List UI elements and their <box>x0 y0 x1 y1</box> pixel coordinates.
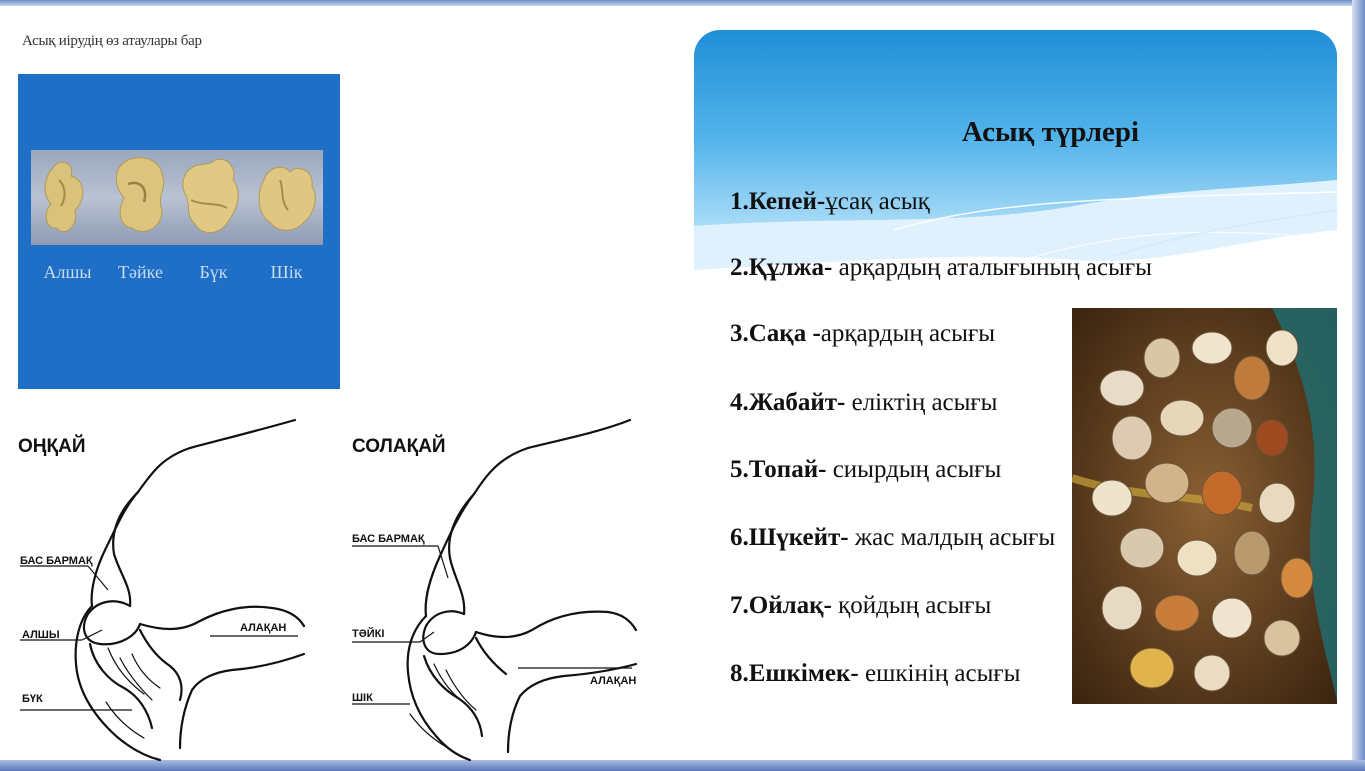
asyk-type-name: 8.Ешкімек- <box>730 660 859 687</box>
label-thumb-left: БАС БАРМАҚ <box>20 555 93 567</box>
asyk-type-item <box>730 524 1055 552</box>
bone-shik-image <box>250 150 323 245</box>
label-taike-right: ТӘЙКІ <box>352 628 385 640</box>
asyk-type-name: 4.Жабайт- <box>730 389 846 416</box>
asyk-type-name: 2.Құлжа- <box>730 254 833 281</box>
asyk-type-item <box>730 188 930 216</box>
label-alshy-left: АЛШЫ <box>22 629 60 641</box>
asyk-type-name: 5.Топай- <box>730 456 827 483</box>
window-right-border <box>1352 0 1365 771</box>
label-palm-left: АЛАҚАН <box>240 622 287 634</box>
window-top-border <box>0 0 1365 6</box>
card-title: Асық түрлері <box>961 116 1140 148</box>
bone-label-alshy: Алшы <box>43 262 92 282</box>
asyk-type-desc: қойдың асығы <box>831 592 992 619</box>
card-wave-background <box>694 30 1337 270</box>
bones-image-panel <box>18 74 340 389</box>
hand-title-right-handed: ОҢҚАЙ <box>18 436 86 457</box>
asyk-type-desc: ұсақ асық <box>825 188 930 215</box>
hand-title-left-handed: СОЛАҚАЙ <box>352 436 446 457</box>
asyk-type-item <box>730 660 1020 688</box>
asyk-type-item <box>730 456 1001 484</box>
bones-photo-strip <box>31 150 323 245</box>
asyk-type-item <box>730 389 997 417</box>
asyk-type-name: 1.Кепей- <box>730 188 826 215</box>
bone-label-shik: Шік <box>270 262 303 282</box>
asyk-type-item <box>730 592 991 620</box>
asyk-type-desc: арқардың асығы <box>820 320 995 347</box>
asyk-type-desc: жас малдың асығы <box>848 524 1056 551</box>
bone-label-taike: Тәйке <box>118 262 163 282</box>
asyk-types-card <box>694 30 1337 735</box>
label-palm-right: АЛАҚАН <box>590 675 637 687</box>
asyk-type-desc: сиырдың асығы <box>826 456 1002 483</box>
asyk-collection-photo <box>1072 308 1337 704</box>
asyk-type-desc: ешкінің асығы <box>858 660 1021 687</box>
asyk-type-item <box>730 254 1152 282</box>
slide-header-text: Асық иірудің өз атаулары бар <box>22 33 202 49</box>
label-thumb-right: БАС БАРМАҚ <box>352 533 425 545</box>
asyk-type-desc: арқардың аталығының асығы <box>832 254 1152 281</box>
asyk-type-item <box>730 320 995 348</box>
asyk-type-desc: еліктің асығы <box>845 389 998 416</box>
bone-buk-image <box>177 150 250 245</box>
bone-taike-image <box>104 150 177 245</box>
asyk-type-name: 6.Шүкейт- <box>730 524 849 551</box>
asyk-type-name: 3.Сақа - <box>730 320 821 347</box>
right-handed-hand-drawing <box>20 418 310 763</box>
bone-label-buk: Бүк <box>199 262 228 282</box>
label-shik-right: ШІК <box>352 692 373 704</box>
left-handed-hand-drawing <box>350 418 640 763</box>
asyk-type-name: 7.Ойлақ- <box>730 592 832 619</box>
bone-alshy-image <box>31 150 104 245</box>
label-buk-left: БҮК <box>22 693 43 705</box>
